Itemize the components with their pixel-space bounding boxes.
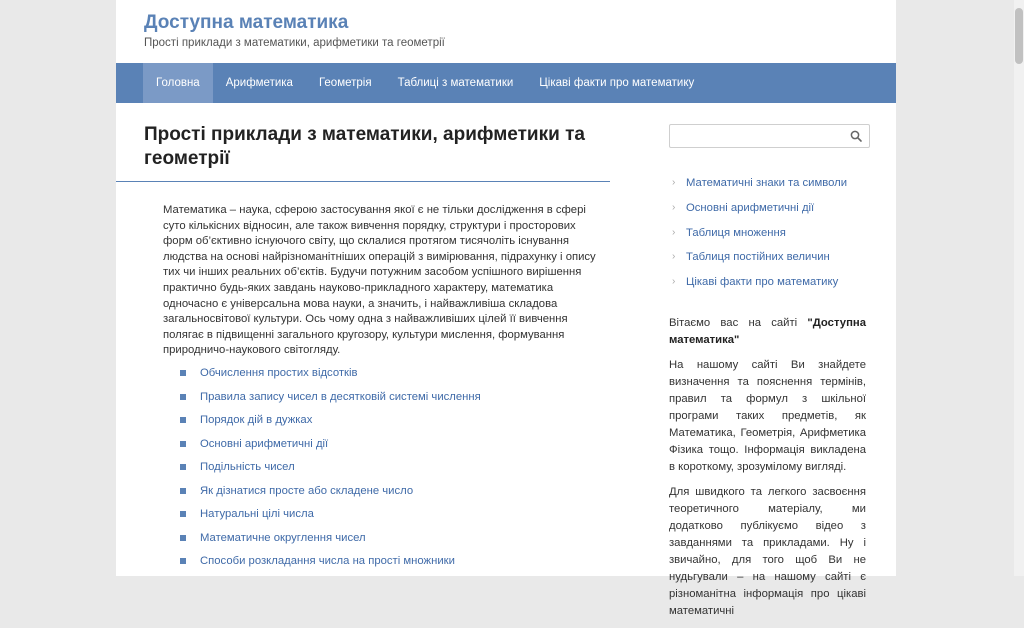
list-item [180,483,600,507]
list-item [180,436,600,460]
article-link[interactable]: Обчислення простих відсотків [200,367,358,379]
nav-item-math-facts[interactable]: Цікаві факти про математику [539,77,695,89]
article-link[interactable]: Математичне округлення чисел [200,531,366,544]
sidebar-link[interactable]: Таблиця постійних величин [686,251,830,264]
scrollbar[interactable] [1014,0,1024,576]
article-link[interactable]: Способи розкладання числа на прості множники [200,555,455,567]
search-icon[interactable] [850,130,862,142]
scrollbar-thumb[interactable] [1015,8,1023,64]
chevron-right-icon: › [672,226,676,238]
sidebar-item [669,196,871,221]
nav-item-home[interactable]: Головна [143,63,213,103]
article-link[interactable]: Натуральні цілі числа [200,508,314,520]
welcome-paragraph-2: Для швидкого та легкого засвоєння теоретичного матеріалу, ми додатково публікуємо відео з завданнями та прикладами. Ну і звичайно, для того щоб Ви не нудьгували – на нашому сайті є різноманітна інформація про цікаві математичні [669,486,866,617]
sidebar-link[interactable]: Основні арифметичні дії [686,202,815,215]
square-bullet-icon [180,394,186,400]
list-item [180,412,600,436]
square-bullet-icon [180,511,186,517]
square-bullet-icon [180,417,186,423]
square-bullet-icon [180,488,186,494]
article-link[interactable]: Як дізнатися просте або складене число [200,484,414,497]
welcome-text [669,315,866,628]
sidebar-link[interactable]: Таблиця множення [686,226,786,239]
title-divider [116,181,610,182]
sidebar-item [669,245,871,270]
sidebar-link[interactable]: Цікаві факти про математику [686,276,839,289]
list-item [180,506,600,530]
site-title[interactable]: Доступна математика [144,12,349,33]
square-bullet-icon [180,370,186,376]
list-item [180,459,600,483]
nav-item-math-tables[interactable]: Таблиці з математики [397,77,514,89]
list-item [180,389,600,413]
list-item [180,365,600,389]
welcome-prefix: Вітаємо вас на сайті [669,317,808,329]
article-link[interactable]: Порядок дій в дужках [200,414,313,426]
article-link-list [180,365,600,577]
intro-paragraph: Математика – наука, сферою застосування якої є не тільки дослідження в сфері суто кількісних відносин, але також вивчення порядку, структури і просторових форм об’єктивно існуючого світу, що склалися протягом тисячоліть існування людства на основі найрізноманітніших операцій з вимірювання, підрахунку і опису тих чи інших реальних об’єктів. Будучи потужним засобом успішного вирішення практично будь-яких завдань науково-прикладного характеру, математика одночасно є універсальна мова науки, а значить, і найважливіша складова загальносвітової культури. Ось чому одна з найважливіших цілей її вивчення полягає в підвищенні загального кругозору, культури мислення, формування природничо-наукового світогляду. [163,204,596,357]
article-link[interactable]: Подільність чисел [200,461,295,473]
sidebar-item [669,220,871,245]
chevron-right-icon: › [672,276,676,288]
sidebar-item [669,171,871,196]
sidebar-item [669,270,871,295]
page-title: Прості приклади з математики, арифметики та геометрії [144,124,585,169]
square-bullet-icon [180,441,186,447]
chevron-right-icon: › [672,177,676,189]
list-item [180,553,600,577]
search-box [669,124,870,148]
square-bullet-icon [180,464,186,470]
nav-item-arithmetic[interactable]: Арифметика [225,77,293,89]
square-bullet-icon [180,535,186,541]
page [116,0,896,617]
welcome-paragraph-1: На нашому сайті Ви знайдете визначення та пояснення термінів, правил та формул з шкільної програми таких предметів, як Математика, Геометрія, Арифметика Фізика тощо. Інформація викладена в короткому, зрозумілому вигляді. [669,359,866,473]
nav-item-geometry[interactable]: Геометрія [318,77,372,89]
chevron-right-icon: › [672,202,676,214]
site-description: Прості приклади з математики, арифметики та геометрії [144,37,445,49]
chevron-right-icon: › [672,251,676,263]
article-link[interactable]: Основні арифметичні дії [200,437,329,450]
welcome-site-name: "Доступна математика" [669,317,866,346]
main-nav [116,63,896,103]
sidebar-link[interactable]: Математичні знаки та символи [686,177,848,190]
square-bullet-icon [180,558,186,564]
sidebar-menu [669,171,871,294]
welcome-heading [669,315,866,349]
article-link[interactable]: Правила запису чисел в десятковій системі числення [200,390,481,403]
search-input[interactable] [670,125,840,147]
list-item [180,530,600,554]
